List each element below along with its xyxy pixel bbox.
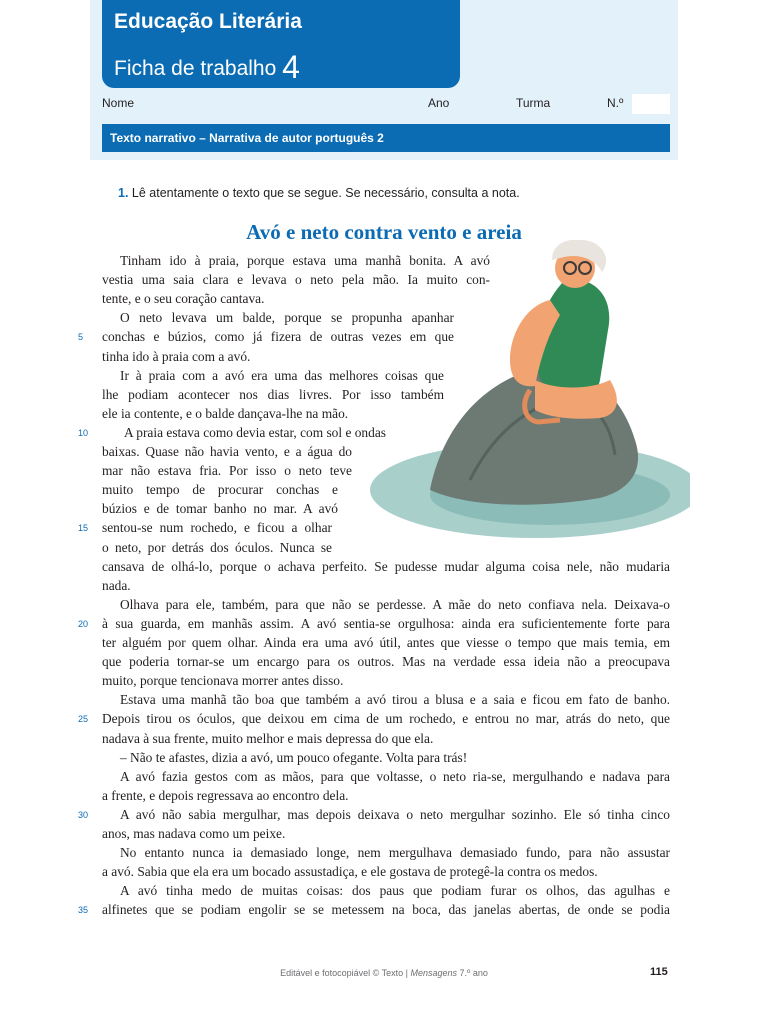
story-line: búzios e de tomar banho no mar. A avó (102, 501, 338, 517)
story-line: conchas e búzios, como já fizera de outras vezes em que (102, 329, 454, 345)
story-line: nadava à sua frente, muito melhor e mais depressa do que ela. (102, 730, 434, 746)
line-number: 10 (78, 427, 89, 438)
story-line: tente, e o seu coração cantava. (102, 291, 265, 307)
line-number: 35 (78, 905, 89, 916)
story-line: alfinetes que se podiam engolir se se metessem na boca, das janelas abertas, de onde se podia (102, 902, 670, 918)
story-line: ter alguém por quem olhar. Ainda era uma avó útil, antes que viesse o tempo que mais temia, em (102, 635, 670, 650)
story-line: mar não estava fria. Por isso o neto teve (102, 463, 352, 479)
student-info-row (102, 92, 670, 116)
footer-prefix: Editável e fotocopiável © Texto | (280, 968, 411, 978)
line-number: 30 (78, 809, 89, 820)
story-line: nada. (102, 577, 131, 593)
line-number: 5 (78, 332, 84, 343)
story-line: o neto, por detrás dos óculos. Nunca se (102, 539, 332, 555)
year-label: Ano (428, 96, 450, 110)
page-title: Educação Literária (114, 10, 302, 33)
story-line: No entanto nunca ia demasiado longe, nem mergulhava demasiado fundo, para não assustar (120, 845, 670, 861)
instruction (118, 186, 520, 200)
story-line: lhe podiam acontecer nos dias livres. Por isso também (102, 386, 444, 402)
story-line: cansava de olhá-lo, porque o achava perfeito. Se pudesse mudar alguma coisa nele, não mudaria (102, 558, 670, 574)
story-line: que poderia tornar-se um encargo para os outros. Mas na verdade essa ideia não a preocupava (102, 654, 670, 670)
page-number: 115 (650, 966, 668, 978)
story-line: ele ia contente, e o balde dançava-lhe na mão. (102, 405, 349, 421)
number-field[interactable] (632, 94, 670, 114)
story-line: muito tempo de procurar conchas e (102, 482, 338, 498)
story-line: baixas. Quase não havia vento, e a água do (102, 444, 352, 459)
footer-suffix: 7.º ano (457, 968, 488, 978)
story-line: A praia estava como devia estar, com sol e ondas (124, 424, 386, 440)
instruction-text: Lê atentamente o texto que se segue. Se necessário, consulta a nota. (131, 186, 520, 200)
story-title: Avó e neto contra vento e areia (246, 220, 522, 244)
worksheet-label: Ficha de trabalho (114, 57, 277, 80)
story-line: a frente, e depois regressava ao encontro dela. (102, 787, 349, 803)
class-label: Turma (516, 96, 551, 110)
story-line: a avó. Sabia que ela era um bocado assustadiça, e ele gostava de protegê-la contra os medos. (102, 864, 598, 880)
line-number: 15 (78, 523, 89, 534)
name-label: Nome (102, 96, 135, 110)
story-line: O neto levava um balde, porque se propunha apanhar (120, 310, 454, 326)
story-line: sentou-se num rochedo, e ficou a olhar (102, 520, 332, 536)
story-line: muito, porque tencionava morrer antes disso. (102, 673, 344, 689)
title-tab (102, 0, 460, 88)
footer-book: Mensagens (410, 968, 458, 978)
story-line: A avó não sabia mergulhar, mas depois deixava o neto mergulhar sozinho. Ele só tinha cinco (120, 806, 670, 822)
section-heading: Texto narrativo – Narrativa de autor português 2 (102, 124, 670, 152)
number-label: N.º (607, 96, 624, 110)
story-line: à sua guarda, em manhãs assim. A avó sentia-se orgulhosa: ainda era suficientemente forte para (102, 615, 670, 631)
story-line: tinha ido à praia com a avó. (102, 348, 251, 364)
story-line: Ir à praia com a avó era uma das melhores coisas que (120, 367, 444, 383)
worksheet-number: 4 (282, 49, 300, 85)
line-number: 25 (78, 714, 89, 725)
story-line: anos, mas nadava como um peixe. (102, 826, 286, 841)
line-number: 20 (78, 618, 89, 629)
story-line: Tinham ido à praia, porque estava uma manhã bonita. A avó (120, 253, 490, 268)
story-line: Estava uma manhã tão boa que também a avó tirou a blusa e a saia e ficou em fato de banho. (120, 692, 670, 708)
story-line: – Não te afastes, dizia a avó, um pouco ofegante. Volta para trás! (120, 749, 468, 765)
story-line: A avó tinha medo de muitas coisas: dos paus que podiam furar os olhos, das agulhas e (120, 883, 670, 899)
story-line: A avó fazia gestos com as mãos, para que voltasse, o neto ria-se, mergulhando e nadava para (120, 768, 670, 784)
story-line: vestia uma saia clara e levava o neto pela mão. Ia muito con- (102, 272, 490, 288)
worksheet-title (114, 46, 300, 83)
story-line: Depois tirou os óculos, que deixou em cima de um rochedo, e entrou no mar, atrás do neto, que (102, 711, 670, 727)
story-line: Olhava para ele, também, para que não se perdesse. A mãe do neto confiava nela. Deixava-o (120, 596, 670, 612)
question-number: 1. (118, 186, 129, 200)
